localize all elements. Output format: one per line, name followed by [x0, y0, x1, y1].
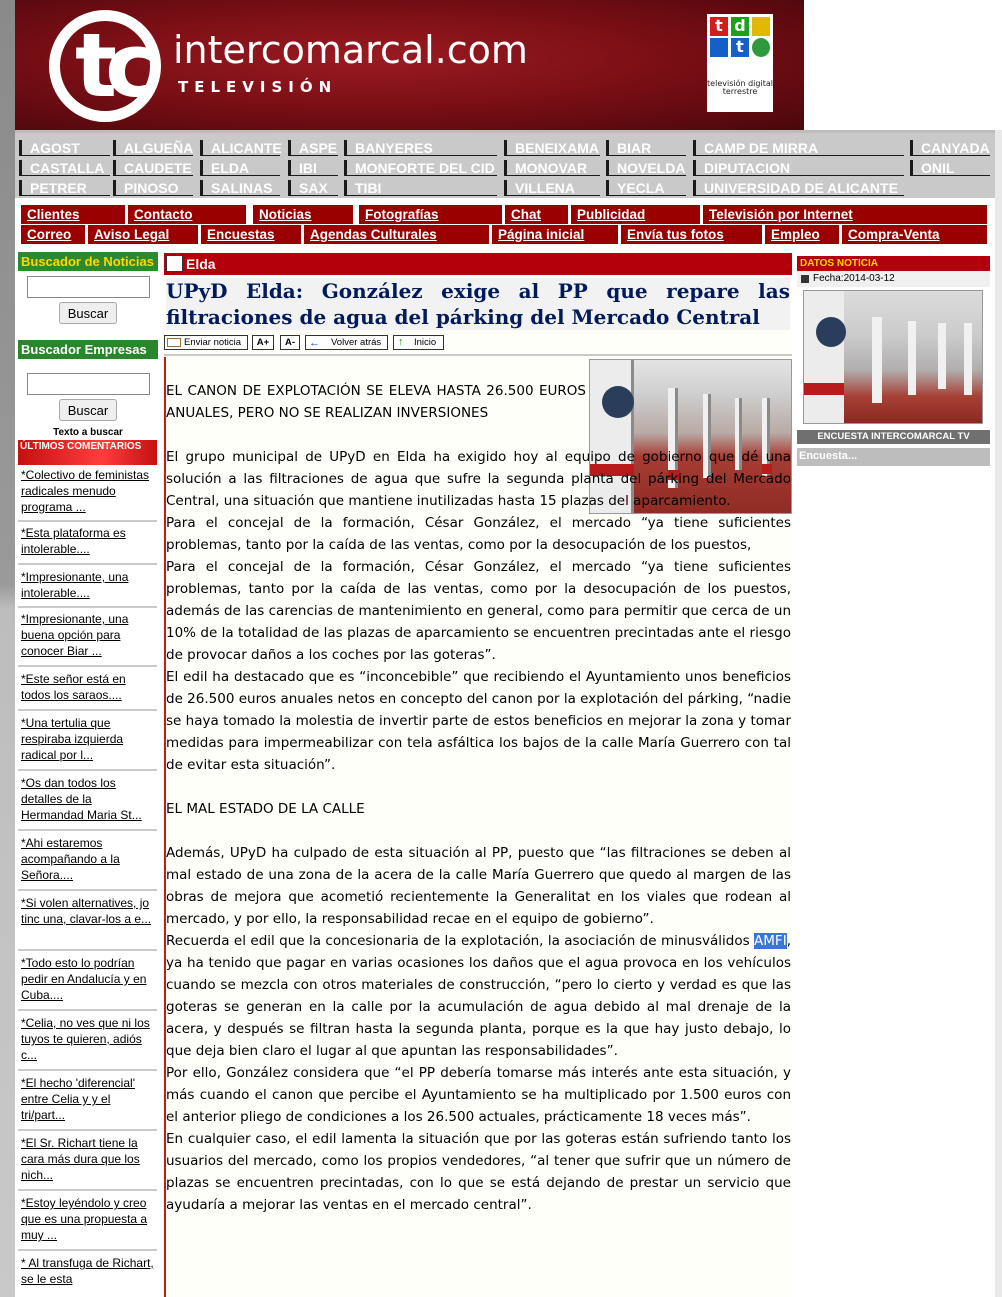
city-link[interactable]: VILLENA	[504, 180, 600, 196]
comment-item[interactable]: *Todo esto lo podrían pedir en Andalucía y en Cuba....	[18, 955, 157, 1003]
news-search-button[interactable]: Buscar	[59, 302, 117, 324]
city-navigation	[15, 130, 995, 198]
link-clientes[interactable]: Clientes	[21, 205, 128, 224]
edit-icon	[166, 255, 183, 272]
companies-search-title: Buscador Empresas	[18, 340, 158, 359]
link-correo[interactable]: Correo	[21, 225, 88, 244]
home-button[interactable]	[393, 335, 444, 350]
article-paragraph: El grupo municipal de UPyD en Elda ha exigido hoy al equipo de gobierno que dé una solución a las filtraciones de agua que sufre la segunda planta del párking del Mercado Central, una situación que mantiene inutilizadas hasta 15 plazas del aparcamiento.	[166, 449, 791, 509]
divider	[18, 665, 157, 667]
tdt-globe-icon	[752, 38, 770, 57]
article-headline: UPyD Elda: González exige al PP que repare las filtraciones de agua del párking del Mercado Central	[166, 279, 790, 329]
link-contacto[interactable]: Contacto	[128, 205, 249, 224]
city-link[interactable]: CAUDETE	[113, 160, 193, 176]
link-publicidad[interactable]: Publicidad	[571, 205, 703, 224]
news-thumbnail-photo[interactable]	[803, 290, 983, 424]
site-links-row1	[15, 205, 995, 225]
comments-list	[18, 465, 158, 1297]
photo-pillar	[872, 317, 882, 403]
font-increase-button[interactable]: A+	[252, 335, 274, 350]
article-paragraph	[166, 930, 791, 1062]
comment-item[interactable]: * Al transfuga de Richart, se le esta	[18, 1255, 157, 1287]
paragraph-text: Recuerda el edil que la concesionaria de la explotación, la asociación de minusválidos	[166, 933, 750, 949]
highlighted-selection[interactable]: AMFI	[754, 933, 787, 949]
city-link[interactable]: BANYERES	[344, 140, 497, 156]
link-aviso-legal[interactable]: Aviso Legal	[88, 225, 201, 244]
city-link[interactable]: DIPUTACION	[693, 160, 904, 176]
envelope-icon	[167, 338, 181, 347]
city-link[interactable]: PINOSO	[113, 180, 193, 196]
comment-item[interactable]: *Ahi estaremos acompañando a la Señora....	[18, 835, 157, 883]
comments-title: ÚLTIMOS COMENTARIOS	[18, 440, 157, 465]
city-link[interactable]: ALGUEÑA	[113, 140, 193, 156]
city-link[interactable]: MONOVAR	[504, 160, 600, 176]
news-data-title: DATOS NOTICIA	[797, 256, 990, 271]
site-header-banner[interactable]	[15, 0, 804, 130]
home-label: Inicio	[414, 337, 437, 348]
article-paragraph: Por ello, González considera que “el PP debería tomarse más interés ante esta situación, y más cuando el canon que percibe el Ayuntamiento se ha multiplicado por 1.500 euros con el anterior pliego de condiciones a los 26.500 actuales, prácticamente 18 veces más”.	[166, 1065, 791, 1125]
divider	[18, 606, 157, 608]
article-paragraph: Para el concejal de la formación, César González, el mercado “ya tiene suficientes problemas, tanto por la caída de las ventas, como por la desocupación de los puestos,	[166, 515, 791, 553]
comment-item[interactable]: *Esta plataforma es intolerable....	[18, 525, 157, 557]
city-link[interactable]: CAMP DE MIRRA	[693, 140, 904, 156]
city-link[interactable]: ASPE	[288, 140, 338, 156]
city-link[interactable]: SAX	[288, 180, 338, 196]
link-television-internet[interactable]: Televisión por Internet	[703, 205, 990, 224]
city-link[interactable]: YECLA	[606, 180, 686, 196]
paragraph-text: , ya ha tenido que pagar en varias ocasiones los daños que el agua provoca en los vehículos cuando se mezcla con otros materiales de construcción, “pero lo cierto y verdad es que las goteras se generan en la calle por la acumulación de agua debido al mal drenaje de la acera, y después se filtran hasta la segunda planta, porque es la que hay justo debajo, lo que deja bien claro el lugar al que apuntan las responsabilidades”.	[166, 933, 791, 1059]
divider	[18, 520, 157, 522]
font-decrease-button[interactable]: A-	[280, 335, 300, 350]
comment-item[interactable]: *Este señor está en todos los saraos....	[18, 671, 157, 703]
city-link[interactable]: BIAR	[606, 140, 686, 156]
divider	[18, 829, 157, 831]
divider	[18, 1249, 157, 1251]
divider	[18, 949, 157, 951]
left-sidebar	[18, 252, 158, 1297]
city-link[interactable]: CANYADA	[910, 140, 990, 156]
divider	[18, 1129, 157, 1131]
article-paragraph: Para el concejal de la formación, César González, el mercado “ya tiene suficientes problemas, tanto por la caída de las ventas, como por la desocupación de los puestos, además de las carencias de mantenimiento en general, como para permitir que cerca de un 10% de la totalidad de las plazas de aparcamiento se encuentren precintadas ante el riesgo de provocar daños a los coches por las goteras”.	[166, 559, 791, 663]
left-margin	[0, 0, 15, 1297]
home-arrow-icon: ↑	[398, 336, 404, 348]
tdt-letter-t2: t	[731, 38, 749, 57]
back-arrow-icon: ←	[309, 337, 320, 349]
divider	[18, 1069, 157, 1071]
section-label: Elda	[186, 256, 216, 272]
tdt-logo[interactable]	[707, 14, 773, 112]
send-news-button[interactable]	[164, 335, 248, 350]
comment-item[interactable]: *Os dan todos los detalles de la Hermandad Maria St...	[18, 775, 157, 823]
city-link[interactable]: IBI	[288, 160, 338, 176]
news-search-title: Buscador de Noticias	[18, 252, 158, 271]
right-sidebar	[797, 256, 990, 462]
divider	[164, 354, 792, 356]
news-search-input[interactable]	[27, 276, 150, 298]
link-encuestas[interactable]: Encuestas	[201, 225, 304, 244]
divider	[18, 709, 157, 711]
city-link[interactable]: ELDA	[200, 160, 280, 176]
article-column	[164, 253, 792, 1297]
survey-link[interactable]: Encuesta...	[797, 448, 990, 466]
news-date	[797, 271, 990, 287]
comment-item[interactable]: *El hecho 'diferencial' entre Celia y y el tri/part...	[18, 1075, 157, 1123]
city-link[interactable]: AGOST	[19, 140, 110, 156]
logo-icon: tc	[75, 14, 146, 117]
photo-red-band	[804, 383, 844, 395]
link-compra-venta[interactable]: Compra-Venta	[842, 225, 990, 244]
city-link[interactable]: ONIL	[910, 160, 990, 176]
link-envia-fotos[interactable]: Envía tus fotos	[621, 225, 765, 244]
comment-item[interactable]: *Si volen alternatives, jo tinc una, clavar-los a e...	[18, 895, 157, 927]
comment-item[interactable]: *Colectivo de feministas radicales menudo programa ...	[18, 467, 157, 515]
article-toolbar	[164, 335, 792, 351]
article-paragraph: El edil ha destacado que es “inconcebible” que recibiendo el Ayuntamiento unos beneficios de 26.500 euros anuales netos en concepto del canon por la explotación del párking, “nadie se haya tomado la molestia de invertir parte de estos beneficios en mejorar la zona y tomar medidas para impermeabilizar con tela asfáltica los bajos de la calle María Guerrero con tal de evitar esta situación”.	[166, 669, 791, 773]
city-link[interactable]: ALICANTE	[200, 140, 280, 156]
city-link[interactable]: NOVELDA	[606, 160, 686, 176]
link-chat[interactable]: Chat	[505, 205, 571, 224]
article-paragraph: En cualquier caso, el edil lamenta la situación que por las goteras están sufriendo tanto los usuarios del mercado, como los propios vendedores, “al tener que sufrir que un número de plazas se encuentren precintadas, con lo que se está dejando de prestar un servicio que ayudaría a mejorar las ventas en el mercado central”.	[166, 1131, 791, 1213]
divider	[18, 889, 157, 891]
comment-item[interactable]: *Una tertulia que respiraba izquierda radical por l...	[18, 715, 157, 763]
comment-item[interactable]: *El Sr. Richart tiene la cara más dura que los nich...	[18, 1135, 157, 1183]
city-link[interactable]: MONFORTE DEL CID	[344, 160, 497, 176]
city-link[interactable]: CASTALLA	[19, 160, 110, 176]
photo-pillar	[908, 321, 916, 395]
search-label: Texto a buscar	[53, 427, 123, 438]
companies-search-input[interactable]	[27, 373, 150, 395]
article-body	[166, 380, 791, 1216]
city-link[interactable]: UNIVERSIDAD DE ALICANTE	[693, 180, 904, 196]
photo-pillar	[804, 291, 844, 424]
back-button[interactable]	[305, 335, 388, 350]
tdt-yellow-cell	[752, 17, 770, 36]
link-fotografias[interactable]: Fotografías	[359, 205, 505, 224]
right-margin	[995, 130, 1002, 1297]
city-link[interactable]: SALINAS	[200, 180, 280, 196]
back-label: Volver atrás	[331, 337, 382, 348]
top-right-blank	[804, 0, 1002, 130]
tdt-blue-cell	[710, 38, 728, 57]
link-empleo[interactable]: Empleo	[765, 225, 842, 244]
photo-pillar	[964, 323, 972, 395]
comment-item[interactable]: *Celia, no ves que ni los tuyos te quieren, adiós c...	[18, 1015, 157, 1063]
site-name: intercomarcal.com	[173, 28, 528, 72]
tdt-caption: televisión digital terrestre	[707, 79, 773, 96]
article-subtitle-2: EL MAL ESTADO DE LA CALLE	[166, 801, 365, 817]
city-link[interactable]: TIBI	[344, 180, 497, 196]
section-bar[interactable]	[164, 253, 792, 275]
article-subtitle: EL CANON DE EXPLOTACIÓN SE ELEVA HASTA 26.500 EUROS ANUALES, PERO NO SE REALIZAN INVERSIONES	[166, 383, 586, 421]
link-noticias[interactable]: Noticias	[253, 205, 356, 224]
calendar-icon	[801, 275, 809, 283]
photo-sign	[816, 317, 846, 347]
divider	[18, 1009, 157, 1011]
site-links-row2	[15, 225, 995, 245]
article-paragraph: Además, UPyD ha culpado de esta situación al PP, puesto que “las filtraciones se deben al mal estado de una zona de la acera de la calle María Guerrero que quedo al margen de las obras de mejora que acometió recientemente la Generalitat en los viales que rodean al mercado, y por ello, la responsabilidad recae en el equipo de gobierno”.	[166, 845, 791, 927]
news-date-text: Fecha:2014-03-12	[813, 273, 895, 284]
divider	[18, 563, 157, 565]
link-pagina-inicial[interactable]: Página inicial	[492, 225, 621, 244]
comment-item[interactable]: *Estoy leyéndolo y creo que es una propuesta a muy ...	[18, 1195, 157, 1243]
divider	[18, 1189, 157, 1191]
link-agendas[interactable]: Agendas Culturales	[304, 225, 492, 244]
city-link[interactable]: BENEIXAMA	[504, 140, 600, 156]
tdt-letter-t: t	[710, 17, 728, 36]
comment-item[interactable]: *Impresionante, una intolerable....	[18, 569, 157, 601]
divider	[18, 769, 157, 771]
companies-search-button[interactable]: Buscar	[59, 399, 117, 421]
comment-item[interactable]: *Impresionante, una buena opción para conocer Biar ...	[18, 611, 157, 659]
city-link[interactable]: PETRER	[19, 180, 110, 196]
tdt-letter-d: d	[731, 17, 749, 36]
survey-title: ENCUESTA INTERCOMARCAL TV	[797, 430, 990, 444]
send-news-label: Enviar noticia	[184, 337, 242, 348]
photo-pillar	[938, 323, 946, 389]
site-subtitle: TELEVISIÓN	[178, 78, 338, 96]
